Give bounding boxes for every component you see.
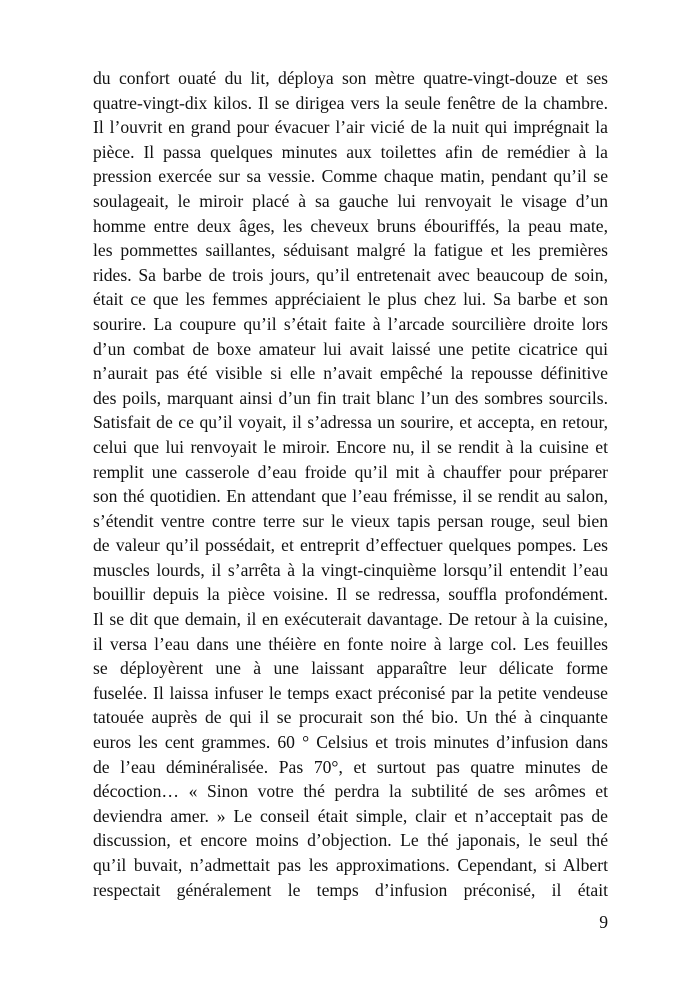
text-line: bouillir depuis la pièce voisine. Il se redressa, souffla profondément. [93, 584, 608, 605]
text-line: remplit une casserole d’eau froide qu’il mit à chauffer pour préparer [93, 461, 608, 482]
text-line: quatre-vingt-dix kilos. Il se dirigea vers la seule fenêtre de la chambre. [93, 92, 608, 113]
text-line: rides. Sa barbe de trois jours, qu’il entretenait avec beaucoup de soin, [93, 264, 608, 285]
text-line: homme entre deux âges, les cheveux bruns ébouriffés, la peau mate, [93, 215, 608, 236]
text-line: deviendra amer. » Le conseil était simple, clair et n’acceptait pas de [93, 805, 608, 826]
text-line: du confort ouaté du lit, déploya son mètre quatre-vingt-douze et ses [93, 68, 608, 88]
text-line: il versa l’eau dans une théière en fonte noire à large col. Les feuilles [93, 633, 608, 654]
text-line: s’étendit ventre contre terre sur le vieux tapis persan rouge, seul bien [93, 510, 608, 531]
text-line: sourire. La coupure qu’il s’était faite à l’arcade sourcilière droite lors [93, 313, 608, 334]
text-line: respectait généralement le temps d’infusion préconisé, il était [93, 879, 608, 900]
text-line: pièce. Il passa quelques minutes aux toilettes afin de remédier à la [93, 141, 608, 162]
text-line: euros les cent grammes. 60 ° Celsius et trois minutes d’infusion dans [93, 732, 608, 753]
text-line: pression exercée sur sa vessie. Comme chaque matin, pendant qu’il se [93, 166, 608, 187]
text-line: muscles lourds, il s’arrêta à la vingt-cinquième lorsqu’il entendit l’eau [93, 559, 608, 580]
text-line: se déployèrent une à une laissant apparaître leur délicate forme [93, 658, 608, 679]
text-line: des poils, marquant ainsi d’un fin trait blanc l’un des sombres sourcils. [93, 387, 608, 408]
text-line: de l’eau déminéralisée. Pas 70°, et surtout pas quatre minutes de [93, 756, 608, 777]
text-line: Satisfait de ce qu’il voyait, il s’adressa un sourire, et accepta, en retour, [93, 412, 608, 433]
text-line: était ce que les femmes appréciaient le plus chez lui. Sa barbe et son [93, 289, 608, 310]
text-line: d’un combat de boxe amateur lui avait laissé une petite cicatrice qui [93, 338, 608, 359]
text-line: Il l’ouvrit en grand pour évacuer l’air vicié de la nuit qui imprégnait la [93, 117, 608, 138]
text-line: n’aurait pas été visible si elle n’avait empêché la repousse définitive [93, 363, 608, 384]
text-line: décoction… « Sinon votre thé perdra la subtilité de ses arômes et [93, 781, 608, 802]
body-text [93, 66, 608, 902]
text-line: fuselée. Il laissa infuser le temps exact préconisé par la petite vendeuse [93, 682, 608, 703]
text-line: tatouée auprès de qui il se procurait son thé bio. Un thé à cinquante [93, 707, 608, 728]
text-line: soulageait, le miroir placé à sa gauche lui renvoyait le visage d’un [93, 190, 608, 211]
text-line: Il se dit que demain, il en exécuterait davantage. De retour à la cuisine, [93, 609, 608, 630]
text-line: les pommettes saillantes, séduisant malgré la fatigue et les premières [93, 240, 608, 261]
text-line: celui que lui renvoyait le miroir. Encore nu, il se rendit à la cuisine et [93, 436, 608, 457]
text-line: son thé quotidien. En attendant que l’eau frémisse, il se rendit au salon, [93, 486, 608, 507]
text-line: discussion, et encore moins d’objection. Le thé japonais, le seul thé [93, 830, 608, 851]
text-line: de valeur qu’il possédait, et entreprit d’effectuer quelques pompes. Les [93, 535, 608, 556]
text-line: qu’il buvait, n’admettait pas les approximations. Cependant, si Albert [93, 855, 608, 875]
page-number: 9 [599, 912, 608, 932]
